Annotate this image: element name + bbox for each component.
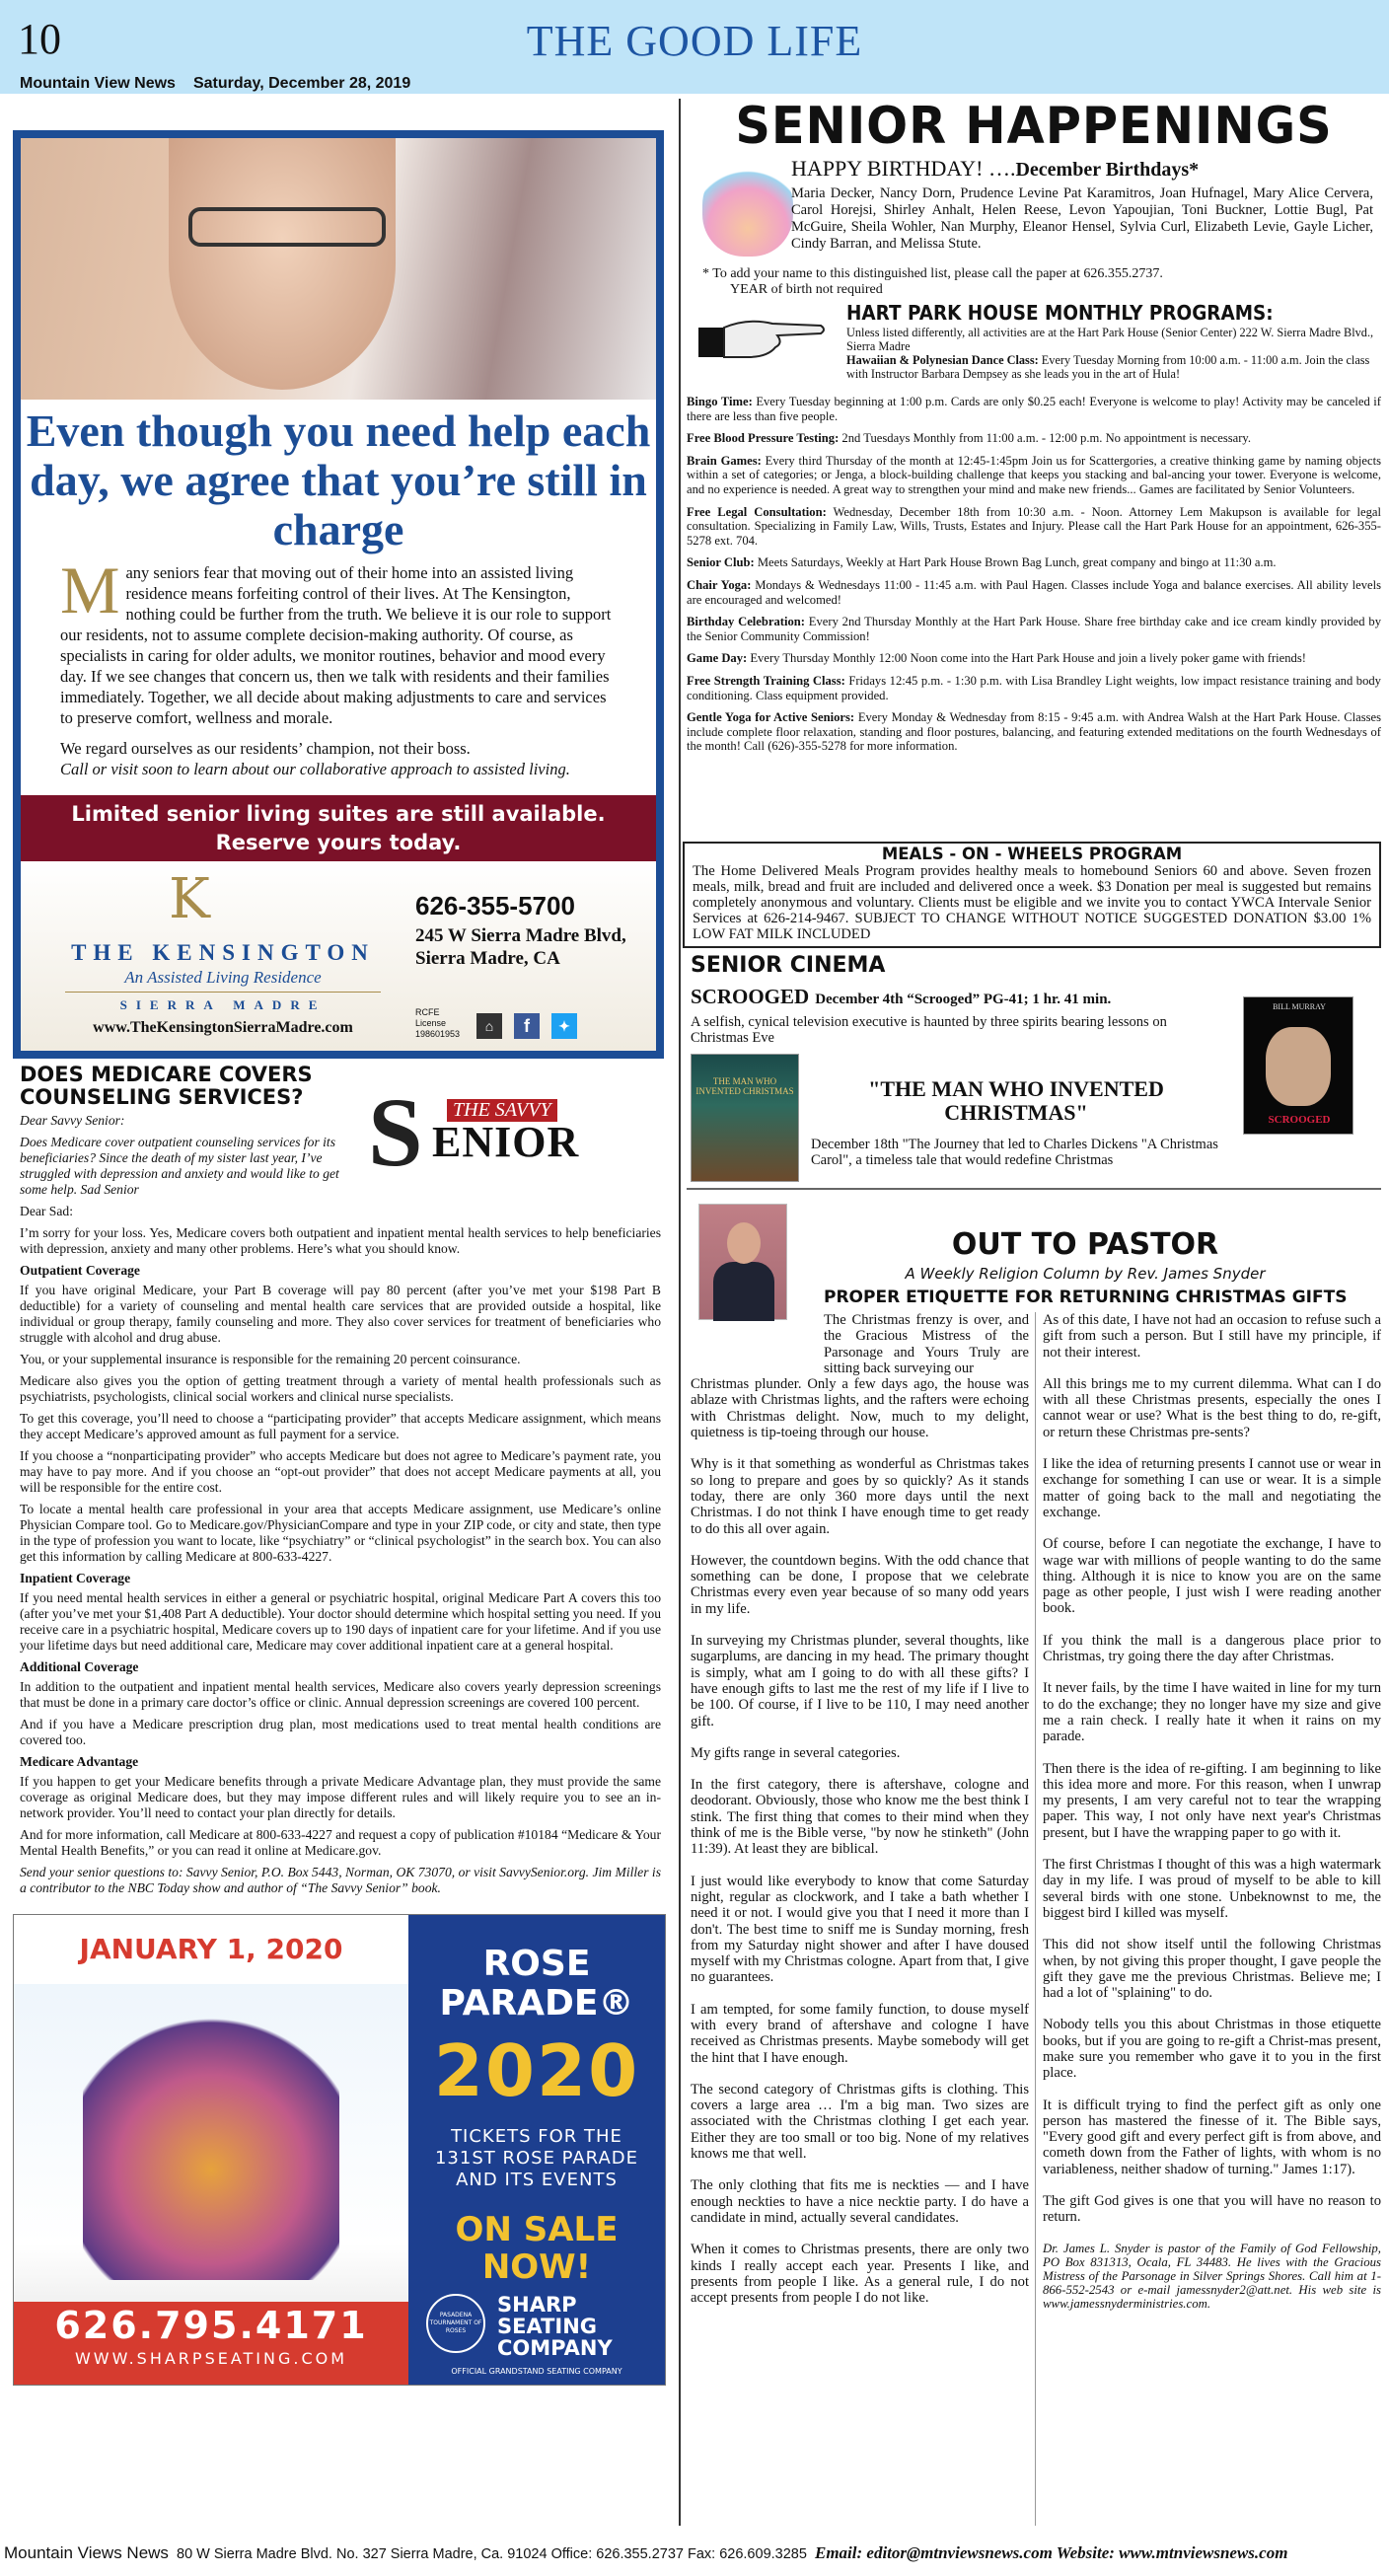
column-divider <box>1035 1312 1036 2526</box>
kensington-address: 245 W Sierra Madre Blvd, Sierra Madre, CA <box>415 925 626 969</box>
ad-banner <box>21 795 656 861</box>
ticket-phone <box>14 2302 408 2385</box>
column-divider <box>679 99 681 2526</box>
footer-address: 80 W Sierra Madre Blvd. No. 327 Sierra Madre, Ca. 91024 Office: 626.355.2737 Fax: 626.609.3285 <box>177 2546 807 2562</box>
paragraph: My gifts range in several categories. <box>691 1744 901 1761</box>
paragraph: It never fails, by the time I have waited in line for my turn to do the exchange; they no longer have my size and give me a rain check. I really hate it when it rains on my parade. <box>1043 1680 1381 1745</box>
paragraph: The only clothing that fits me is neckties — and I have enough neckties to have a nice necktie party. I do have a candidate in mind, actually several candidates. <box>691 2177 1029 2226</box>
program-item <box>687 710 1381 754</box>
paragraph: Of course, before I can negotiate the exchange, I have to wage war with millions of people wanting to do the same thing. Although it is nice to know you are on the same page as other people, I just wish I were reading another book. <box>1043 1536 1381 1617</box>
parade-float-image <box>83 2004 339 2280</box>
paragraph: If you need mental health services in either a general or psychiatric hospital, original Medicare Part A covers this too (after you’ve met your $1,408 Part A deductible). Your doctor should determine which hospital setting you need. If you receive care in a psychiatric hospital, Medicare covers up to 190 days of inpatient care for your lifetime. And if you use your lifetime days but need additional care, Medicare may cover additional inpatient care at a general hospital. <box>20 1590 661 1653</box>
program-text: Mondays & Wednesdays 11:00 - 11:45 a.m. with Paul Hagen. Classes include Yoga and balance exercises. All ability levels are encouraged and welcomed! <box>687 577 1381 607</box>
program-item <box>687 555 1381 570</box>
savvy-senior-logo <box>358 1077 654 1187</box>
program-label: Game Day: <box>687 651 748 666</box>
paragraph: However, the countdown begins. With the odd chance that something can be done, I propose that we celebrate Christmas every even year because of so many odd years in my life. <box>691 1552 1029 1617</box>
banner-line-1: Limited senior living suites are still available. <box>71 802 606 826</box>
paragraph: The second category of Christmas gifts is clothing. This covers a large area … I'm a big man. Two sizes are associated with the Christmas clothing I get each year. Either they are too small or too big. None of my relatives knows me that well. <box>691 2081 1029 2163</box>
paragraph: And for more information, call Medicare at 800-633-4227 and request a copy of publication #10184 “Medicare & Your Mental Health Benefits,” or you can read it online at Medicare.gov. <box>20 1827 661 1858</box>
paragraph: In addition to the outpatient and inpatient mental health services, Medicare also covers yearly depression screenings that must be done in a primary care doctor’s office or clinic. Annual depression screenings are covered 100 percent. <box>20 1679 661 1710</box>
ad-left-panel <box>14 1915 408 2385</box>
note-line-2: YEAR of birth not required <box>730 282 883 297</box>
kensington-name: THE KENSINGTON <box>71 940 375 965</box>
rose-parade-ad[interactable] <box>13 1914 666 2386</box>
paragraph: I just would like everybody to know that come Saturday night, regular as clockwork, and I take a bath whether I need it or not. I would give you that I need it more than I don't. The best time to sniff me is Sunday morning, fresh from my Saturday night shower and after I have doused myself with my Christmas cologne. Apart from that, I give no guarantees. <box>691 1873 1029 1986</box>
parade-date: JANUARY 1, 2020 <box>14 1915 408 1984</box>
divider <box>65 992 381 993</box>
page-footer <box>0 2543 1389 2563</box>
paragraph: If you have original Medicare, your Part B coverage will pay 80 percent (after you’ve met your $198 Part B deductible) for a variety of counseling and mental health care services that are provided outside a hospital, like individual or group therapy, family counseling and more. They also cover services for treatment of beneficiaries who struggle with alcohol and drug abuse. <box>20 1283 661 1345</box>
paragraph: I like the idea of returning presents I cannot use or wear in exchange for something I can use or wear. It is a simple matter of going back to the mall and negotiating the exchange. <box>1043 1456 1381 1520</box>
phone-number: 626.795.4171 <box>54 2304 368 2347</box>
paragraph: In surveying my Christmas plunder, several thoughts, like sugarplums, are dancing in my head. The primary thought is simply, what am I going to do with all these gifts? I have enough gifts to last me the rest of my life if I live to be 100. Of course, if I live to be 110, I may need another gift. <box>691 1633 1029 1730</box>
rose-parade-title: ROSE PARADE® <box>439 1944 634 2024</box>
movie-1-info: December 4th “Scrooged” PG-41; 1 hr. 41 min. <box>815 992 1112 1007</box>
program-text: Every third Thursday of the month at 12:45-1:45pm Join us for Scattergories, a creative thinking game by naming objects within a set of categories; or Jenga, a block-building challenge that keeps you stacking and bal-ancing your tower. Everyone is welcome, and no experience is needed. A great way to strengthen your mind and make new friends... Games are facilitated by Senior Volunteers. <box>687 453 1381 496</box>
program-label: Birthday Celebration: <box>687 615 805 629</box>
facebook-icon[interactable]: f <box>514 1013 540 1039</box>
ad-body <box>21 552 656 795</box>
paragraph: I’m sorry for your loss. Yes, Medicare covers both outpatient and inpatient mental health services to help beneficiaries with depression, anxiety and many other problems. Here’s what you should know. <box>20 1225 661 1256</box>
logo-s: S <box>368 1077 423 1187</box>
tournament-seal: PASADENA TOURNAMENT OF ROSES <box>426 2294 485 2353</box>
movie-2-title: "THE MAN WHO INVENTED CHRISTMAS" <box>868 1076 1164 1125</box>
subheading: Outpatient Coverage <box>20 1263 140 1278</box>
paragraph: The first Christmas I thought of this was a high watermark day in my life. I was proud of myself to be able to kill several birds with one stone. Unbeknownst to me, the biggest bird I killed was myself. <box>1043 1857 1381 1921</box>
paragraph: Why is it that something as wonderful as Christmas takes so long to prepare and goes by so quickly? As it stands today, there are only 360 more days until the next Christmas. I do not think I have enough time to get ready to do this all over again. <box>691 1456 1029 1537</box>
subheading: Additional Coverage <box>20 1659 139 1674</box>
ad-headline: Even though you need help each day, we agree that you’re still in charge <box>26 405 651 554</box>
paragraph: When it comes to Christmas presents, there are only two kinds I really accept each year. Presents I like, and presents from people I like. As a general rule, I do not accept presents from people I do not like. <box>691 2242 1029 2307</box>
movie-1-description: A selfish, cynical television executive is haunted by three spirits bearing lessons on Christmas Eve <box>691 1014 1167 1046</box>
senior-happenings-title: SENIOR HAPPENINGS <box>735 97 1333 156</box>
on-sale-text: ON SALE NOW! <box>455 2210 619 2287</box>
senior-cinema-title: SENIOR CINEMA <box>691 953 886 978</box>
ad-body-text: any seniors fear that moving out of their home into an assisted living residence means forfeiting control of their lives. At The Kensington, nothing could be further from the truth. We believe it is our role to support our residents, not to assume complete decision-making authority. Of course, as specialists in caring for older adults, we monitor routines, behavior and mood every day. If we see changes that concern us, then we talk with residents and their families immediately. Together, we all decide about making adjustments to care and services to preserve comfort, wellness and morale. <box>60 563 612 727</box>
poster-face <box>1266 1027 1331 1106</box>
column-1-paragraphs <box>691 1376 1029 2306</box>
article-title: DOES MEDICARE COVERS COUNSELING SERVICES? <box>20 1063 313 1109</box>
head <box>727 1222 761 1264</box>
program-item <box>687 395 1381 423</box>
birthday-note <box>702 266 1163 298</box>
column-subtitle: A Weekly Religion Column by Rev. James Snyder <box>905 1265 1266 1283</box>
program-item <box>687 578 1381 607</box>
paragraph: I am tempted, for some family function, to douse myself with every brand of aftershave and cologne I have received as Christmas presents. Maybe somebody will get the hint that I have enough. <box>691 2001 1029 2066</box>
kensington-website[interactable]: www.TheKensingtonSierraMadre.com <box>93 1019 353 1036</box>
movie-2-description: December 18th "The Journey that led to Charles Dickens "A Christmas Carol", a timeless tale that would redefine Christmas <box>811 1137 1218 1168</box>
drop-cap: M <box>60 552 120 627</box>
paragraph: To get this coverage, you’ll need to choose a “participating provider” that accepts Medicare assignment, which means they accept Medicare’s approved amount as full payment for a service. <box>20 1411 661 1441</box>
paragraph: If you choose a “nonparticipating provider” who accepts Medicare but does not agree to Medicare’s payment rate, you may have to pay more. And if you choose an “opt-out provider” that does not accept Medicare payments at all, you will be responsible for the entire cost. <box>20 1448 661 1495</box>
paragraph: To locate a mental health care professional in your area that accepts Medicare assignment, use Medicare’s online Physician Compare tool. Go to Medicare.gov/PhysicianCompare and type in your ZIP code, or city and state, then type in the type of profession you want to locate, like “psychiatry” or “clinical psychologist” in the search box. You can also get this information by calling Medicare at 800-633-4227. <box>20 1502 661 1564</box>
subheading: Medicare Advantage <box>20 1754 139 1769</box>
paragraph: And if you have a Medicare prescription drug plan, most medications used to treat mental health conditions are covered too. <box>20 1717 661 1747</box>
program-label: Free Strength Training Class: <box>687 673 845 688</box>
official-seating-text: OFFICIAL GRANDSTAND SEATING COMPANY <box>451 2367 622 2376</box>
banner-line-2: Reserve yours today. <box>215 831 462 854</box>
poster-title: SCROOGED <box>1268 1114 1331 1126</box>
hula-label: Hawaiian & Polynesian Dance Class: <box>846 353 1039 367</box>
poster-text: THE MAN WHO INVENTED CHRISTMAS <box>695 1076 794 1096</box>
hart-park-location: Unless listed differently, all activities are at the Hart Park House (Senior Center) 222 W. Sierra Madre Blvd., Sierra Madre <box>846 326 1374 353</box>
kensington-subtitle: An Assisted Living Residence <box>124 968 322 987</box>
kensington-logo-area <box>21 861 656 1051</box>
paragraph: If you think the mall is a dangerous place prior to Christmas, try going there the day after Christmas. <box>1043 1632 1381 1665</box>
issue-date: Saturday, December 28, 2019 <box>192 75 411 92</box>
logo-text: ENIOR <box>432 1118 580 1166</box>
medicare-article <box>13 1059 666 1896</box>
left-column <box>13 130 666 2386</box>
paragraph: In the first category, there is aftershave, cologne and deodorant. Obviously, those who know me the best think I stink. The first thing that comes to their mind when they think of me is the Bible verse, "by now he stinketh" (John 11:39). At least they are biblical. <box>691 1777 1029 1858</box>
program-list <box>687 395 1381 762</box>
program-text: Every 2nd Thursday Monthly at the Hart Park House. Share free birthday cake and ice cream kindly provided by the Senior Community Commission! <box>687 615 1381 643</box>
column-title: OUT TO PASTOR <box>951 1227 1219 1262</box>
program-text: Every Monday & Wednesday from 8:15 - 9:45 a.m. with Andrea Walsh at the Hart Park House. Classes include complete floor relaxation, standing and floor postures, balancing, and featuring extended meditations on the fourth Wednesdays of the month! Call (626)-355-5278 for more information. <box>687 710 1381 754</box>
pastor-column-1 <box>691 1312 1029 2321</box>
paragraph: Dear Sad: <box>20 1204 73 1218</box>
k-logo-mark: K <box>169 867 210 931</box>
program-label: Free Legal Consultation: <box>687 504 827 519</box>
author-bio: Dr. James L. Snyder is pastor of the Family of God Fellowship, PO Box 831313, Ocala, FL 34483. He lives with the Gracious Mistress of the Parsonage in Silver Springs Shores. Call him at 1-866-552-2543 or e-mail jamessnyder2@att.net. His web site is www.jamessnyderministries.com. <box>1043 2241 1381 2311</box>
program-text: Meets Saturdays, Weekly at Hart Park House Brown Bag Lunch, great company and bingo at 11:30 a.m. <box>754 555 1277 570</box>
parade-year: 2020 <box>433 2029 640 2112</box>
birthday-month: December Birthdays* <box>1015 159 1200 181</box>
birthday-names: Maria Decker, Nancy Dorn, Prudence Levine Pat Karamitros, Joan Hufnagel, Mary Alice Cervera, Carol Horejsi, Shirley Anhalt, Helen Reese, Levon Yapoujian, Toni Buckner, Lottie Bugl, Pat McGuire, Sheila Wohler, Nan Murphy, Eleanor Hensel, Sylvia Curl, Elizabeth Levie, Gayle Licher, Cindy Barran, and Melissa Stute. <box>791 185 1373 252</box>
closing-note: Send your senior questions to: Savvy Senior, P.O. Box 5443, Norman, OK 73070, or visit SavvySenior.org. Jim Miller is a contributor to the NBC Today show and author of “The Savvy Senior” book. <box>20 1865 661 1895</box>
program-text: Fridays 12:45 p.m. - 1:30 p.m. with Lisa Brandley Light weights, low impact resistance training and body conditioning. Class equipment provided. <box>687 673 1381 702</box>
meals-title: MEALS - ON - WHEELS PROGRAM <box>881 845 1183 863</box>
paragraph: As of this date, I have not had an occasion to refuse such a gift from such a person. But I still have my principle, if not their interest. <box>1043 1312 1381 1361</box>
tickets-text: TICKETS FOR THE 131ST ROSE PARADE AND ITS EVENTS <box>434 2126 639 2190</box>
program-text: Wednesday, December 18th from 10:30 a.m. - Noon. Attorney Lem Makupson is available for legal consultation. Specializing in Family Law, Wills, Trusts, Estates and Injury. Please call the Hart Park House for an appointment, 626-355-5278 ext. 704. <box>687 504 1381 548</box>
note-line-1: * To add your name to this distinguished list, please call the paper at 626.355.2737. <box>702 266 1163 281</box>
program-item <box>687 615 1381 643</box>
meals-text: The Home Delivered Meals Program provides healthy meals to homebound Seniors 60 and above. Seven frozen meals, milk, bread and fruit are included and delivered once a week. $3 Donation per meal is suggested but remains completely anonymous and voluntary. Clients must be eligible and we invite you to contact YWCA Intervale Senior Services at 626-214-9467. SUBJECT TO CHANGE WITHOUT NOTICE SUGGESTED DONATION $3.00 1% LOW FAT MILK INCLUDED <box>693 863 1371 942</box>
footer-contact[interactable]: Email: editor@mtnviewsnews.com Website: www.mtnviewsnews.com <box>814 2543 1288 2562</box>
program-item <box>687 651 1381 666</box>
program-label: Chair Yoga: <box>687 577 752 592</box>
program-label: Bingo Time: <box>687 395 753 408</box>
pastor-photo <box>698 1204 787 1320</box>
hart-park-title: HART PARK HOUSE MONTHLY PROGRAMS: <box>846 301 1274 325</box>
movie-1-name: SCROOGED <box>691 985 810 1008</box>
paragraph: It is difficult trying to find the perfect gift as only one person has mastered the finesse of it. The Bible says, "Every good gift and every perfect gift is from above, and cometh down from the Father of lights, with whom is no variableness, neither shadow of turning." James 1:17). <box>1043 2097 1381 2177</box>
hula-text: Every Tuesday Morning from 10:00 a.m. - 11:00 a.m. Join the class with Instructor Barbara Dempsey as she leads you in the art of Hula! <box>846 353 1370 381</box>
ad-right-panel <box>408 1915 665 2385</box>
dateline <box>20 75 428 93</box>
section-title: THE GOOD LIFE <box>526 17 863 65</box>
program-label: Gentle Yoga for Active Seniors: <box>687 710 855 725</box>
senior-woman-photo <box>21 138 656 400</box>
program-text: 2nd Tuesdays Monthly from 11:00 a.m. - 12:00 p.m. No appointment is necessary. <box>839 431 1252 446</box>
face-image <box>169 138 396 390</box>
paragraph: The gift God gives is one that you will have no reason to return. <box>1043 2193 1381 2226</box>
footer-paper: Mountain Views News <box>4 2543 169 2562</box>
program-item <box>687 674 1381 702</box>
movie-1-poster <box>1243 996 1353 1135</box>
movie-1-title <box>691 985 1111 1009</box>
paragraph: Christmas plunder. Only a few days ago, the house was ablaze with Christmas lights, and the rafters were echoing with Christmas delight. Now, much to my delight, quietness is tip-toeing through our house. <box>691 1376 1029 1441</box>
ad-body-text-3: Call or visit soon to learn about our collaborative approach to assisted living. <box>60 760 570 778</box>
sharp-seating-logo: SHARP SEATING COMPANY <box>497 2293 613 2360</box>
poster-actor: BILL MURRAY <box>1273 1002 1326 1011</box>
glasses-image <box>188 207 386 247</box>
kensington-ad[interactable] <box>13 130 664 1059</box>
column-2-paragraphs <box>1043 1312 1381 2226</box>
meals-on-wheels-box <box>683 842 1381 948</box>
salutation: Dear Savvy Senior: <box>20 1113 125 1128</box>
pastor-article-title: PROPER ETIQUETTE FOR RETURNING CHRISTMAS GIFTS <box>824 1288 1348 1307</box>
subheading: Inpatient Coverage <box>20 1571 131 1585</box>
medicare-article-body <box>20 1204 661 1896</box>
pastor-column-2 <box>1043 1312 1381 2326</box>
page-number: 10 <box>18 15 61 63</box>
hart-park-info <box>846 326 1379 381</box>
kensington-city: SIERRA MADRE <box>119 997 327 1012</box>
program-label: Free Blood Pressure Testing: <box>687 431 840 446</box>
program-label: Brain Games: <box>687 453 762 468</box>
paragraph: Nobody tells you this about Christmas in those etiquette books, but if you are going to re-gift a Christ-mas present, make sure you remember who gave it to you in the first place. <box>1043 2017 1381 2082</box>
program-item <box>687 505 1381 549</box>
pointing-hand-icon <box>698 314 827 363</box>
section-divider <box>687 1188 1381 1190</box>
birthday-cake-icon <box>702 163 793 257</box>
program-text: Every Thursday Monthly 12:00 Noon come into the Hart Park House and join a lively poker game with friends! <box>747 651 1306 666</box>
program-item <box>687 431 1381 446</box>
paper-name: Mountain View News <box>20 75 176 92</box>
birthday-head: HAPPY BIRTHDAY! …. <box>791 156 1016 181</box>
program-text: Every Tuesday beginning at 1:00 p.m. Cards are only $0.25 each! Everyone is welcome to play! Activity may be canceled if there are less than five people. <box>687 395 1381 423</box>
ad-body-text-2: We regard ourselves as our residents’ champion, not their boss. <box>60 739 471 758</box>
program-label: Senior Club: <box>687 555 755 570</box>
program-item <box>687 454 1381 497</box>
question-text: Does Medicare cover outpatient counseling services for its beneficiaries? Since the death of my sister last year, I’ve struggled with depression and anxiety and would like to get some help. Sad Senior <box>20 1135 339 1197</box>
equal-housing-icon: ⌂ <box>476 1013 502 1039</box>
photo-spacer <box>691 1312 824 1371</box>
paragraph: You, or your supplemental insurance is responsible for the remaining 20 percent coinsurance. <box>20 1352 521 1366</box>
paragraph: Then there is the idea of re-gifting. I am beginning to like this idea more and more. For this reason, when I unwrap my presents, I am very careful not to tear the wrapping paper. This way, I not only have next year's Christmas present, but I have the wrapping paper to go with it. <box>1043 1760 1381 1841</box>
logo-tag: THE SAVVY <box>447 1099 557 1122</box>
paragraph: If you happen to get your Medicare benefits through a private Medicare Advantage plan, they must provide the same coverage as original Medicare does, but they may impose different rules and will likely require you to see an in-network provider. You’ll need to contact your plan directly for details. <box>20 1774 661 1820</box>
twitter-icon[interactable]: ✦ <box>551 1013 577 1039</box>
kensington-phone: 626-355-5700 <box>415 891 575 920</box>
lead-paragraph: The Christmas frenzy is over, and the Gracious Mistress of the Parsonage and Yours Truly are sitting back surveying our <box>824 1312 1029 1376</box>
ticket-website[interactable]: WWW.SHARPSEATING.COM <box>74 2349 348 2368</box>
paragraph: Medicare also gives you the option of getting treatment through a variety of mental health professionals such as psychiatrists, psychologists, clinical social workers and clinical nurse specialists. <box>20 1373 661 1404</box>
kensington-license: RCFE License 198601953 <box>415 1007 461 1039</box>
paragraph: All this brings me to my current dilemma. What can I do with all these Christmas presents, especially the ones I cannot wear or use? What is the best thing to do, re-gift, or return these Christmas pre-sents? <box>1043 1375 1381 1440</box>
reader-question <box>20 1113 355 1198</box>
birthday-heading <box>791 156 1199 182</box>
paragraph: This did not show itself until the following Christmas when, by not giving this proper thought, I gave people the gift they gave me the previous Christmas. Believe me; I had a lot of "splaining" to do. <box>1043 1937 1381 2002</box>
movie-2-poster <box>691 1054 799 1182</box>
